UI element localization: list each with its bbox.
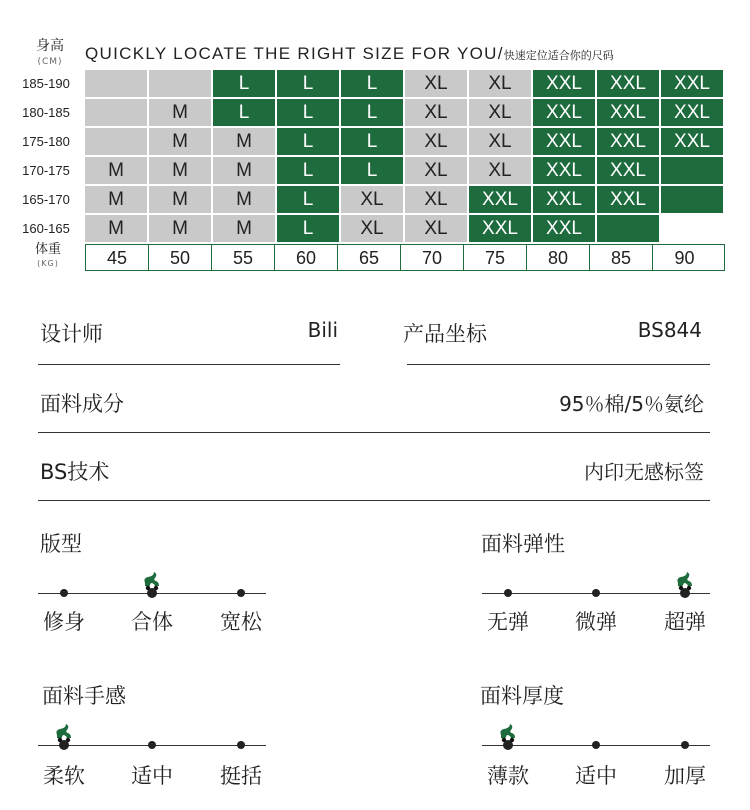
size-cell: XXL <box>661 70 723 97</box>
size-cell <box>597 215 659 242</box>
size-cell: XL <box>469 157 531 184</box>
slider-dot <box>681 741 689 749</box>
divider <box>38 364 340 365</box>
fabric-value: 95％棉/5％氨纶 <box>559 392 704 416</box>
size-cell <box>149 70 211 97</box>
designer-label: 设计师 <box>40 322 103 346</box>
size-cell: M <box>149 157 211 184</box>
divider <box>38 432 710 433</box>
size-cell: M <box>85 186 147 213</box>
size-cell: XL <box>405 215 467 242</box>
height-row-label: 170-175 <box>22 163 70 178</box>
size-cell: L <box>277 186 339 213</box>
slider-option-label: 适中 <box>131 764 173 788</box>
slider-option-label: 薄款 <box>487 764 529 788</box>
size-cell: XXL <box>597 157 659 184</box>
size-cell: XL <box>405 128 467 155</box>
slider-dot <box>504 589 512 597</box>
height-label: 身高 <box>36 38 64 54</box>
weight-cell: 45 <box>86 245 149 271</box>
size-cell: L <box>277 157 339 184</box>
height-row-label: 180-185 <box>22 105 70 120</box>
size-cell: XXL <box>597 128 659 155</box>
size-cell: XXL <box>533 99 595 126</box>
slider-dot <box>147 588 157 598</box>
size-cell: XXL <box>597 70 659 97</box>
tech-label: BS技术 <box>40 460 110 484</box>
size-cell: XXL <box>533 70 595 97</box>
elasticity-title: 面料弹性 <box>481 532 565 556</box>
size-cell: XL <box>469 70 531 97</box>
size-cell: XL <box>469 99 531 126</box>
weight-cell: 50 <box>149 245 212 271</box>
size-cell: L <box>213 99 275 126</box>
height-header <box>30 38 70 70</box>
size-cell: XXL <box>661 128 723 155</box>
size-cell: M <box>85 157 147 184</box>
size-cell: L <box>341 99 403 126</box>
tagline-cn: 快速定位适合你的尺码 <box>503 50 614 62</box>
weight-unit: (KG) <box>37 259 59 268</box>
slider-dot <box>60 589 68 597</box>
size-cell <box>661 186 723 213</box>
slider-dot <box>503 740 513 750</box>
weight-cell: 70 <box>401 245 464 271</box>
size-cell: XXL <box>469 215 531 242</box>
slider-option-label: 超弹 <box>664 610 706 634</box>
height-row-label: 165-170 <box>22 192 70 207</box>
weight-cell: 85 <box>590 245 653 271</box>
hand-feel-title: 面料手感 <box>42 684 126 708</box>
size-cell <box>85 70 147 97</box>
height-row-label: 175-180 <box>22 134 70 149</box>
divider <box>407 364 710 365</box>
weight-cell: 60 <box>275 245 338 271</box>
divider <box>38 500 710 501</box>
size-cell: L <box>341 70 403 97</box>
size-cell: M <box>213 128 275 155</box>
size-cell: XXL <box>597 186 659 213</box>
weight-cell: 55 <box>212 245 275 271</box>
slider-dot <box>592 741 600 749</box>
slider-dot <box>237 741 245 749</box>
size-cell: XL <box>405 157 467 184</box>
weight-header <box>28 243 68 271</box>
size-cell: XL <box>405 186 467 213</box>
size-cell: L <box>277 70 339 97</box>
weight-cell: 65 <box>338 245 401 271</box>
slider-dot <box>148 741 156 749</box>
size-cell: L <box>213 70 275 97</box>
size-cell <box>661 215 723 242</box>
size-cell: L <box>341 157 403 184</box>
size-cell: XL <box>405 99 467 126</box>
size-cell: M <box>149 128 211 155</box>
size-cell: XXL <box>597 99 659 126</box>
size-cell: XXL <box>533 186 595 213</box>
weight-cell: 80 <box>527 245 590 271</box>
slider-option-label: 修身 <box>43 610 85 634</box>
size-cell: M <box>149 215 211 242</box>
size-tagline <box>85 44 614 64</box>
weight-cell: 75 <box>464 245 527 271</box>
size-cell <box>85 99 147 126</box>
slider-option-label: 无弹 <box>487 610 529 634</box>
tech-value: 内印无感标签 <box>584 460 704 484</box>
fabric-label: 面料成分 <box>40 392 124 416</box>
size-cell: XL <box>341 215 403 242</box>
slider-option-label: 宽松 <box>220 610 262 634</box>
weight-label: 体重 <box>34 242 61 257</box>
slider-dot <box>59 740 69 750</box>
slider-option-label: 挺括 <box>220 764 262 788</box>
slider-dot <box>237 589 245 597</box>
size-cell: XXL <box>533 128 595 155</box>
tagline-en: QUICKLY LOCATE THE RIGHT SIZE FOR YOU/ <box>85 44 504 63</box>
height-row-label: 160-165 <box>22 221 70 236</box>
size-cell: XXL <box>533 157 595 184</box>
size-cell: XL <box>405 70 467 97</box>
weight-row <box>85 244 725 271</box>
size-cell: M <box>85 215 147 242</box>
size-cell: XXL <box>469 186 531 213</box>
size-cell <box>85 128 147 155</box>
size-cell: M <box>213 186 275 213</box>
product-code-value: BS844 <box>637 318 702 342</box>
designer-value: Bili <box>307 318 338 342</box>
size-cell: M <box>149 186 211 213</box>
weight-cell: 90 <box>674 247 695 268</box>
slider-option-label: 加厚 <box>664 764 706 788</box>
size-cell: XXL <box>661 99 723 126</box>
slider-dot <box>680 588 690 598</box>
product-code-label: 产品坐标 <box>403 322 487 346</box>
slider-option-label: 柔软 <box>43 764 85 788</box>
slider-option-label: 微弹 <box>575 610 617 634</box>
size-cell: XL <box>469 128 531 155</box>
size-cell: M <box>213 215 275 242</box>
size-cell: XXL <box>533 215 595 242</box>
size-cell <box>661 157 723 184</box>
size-cell: L <box>277 215 339 242</box>
size-cell: L <box>341 128 403 155</box>
height-row-label: 185-190 <box>22 76 70 91</box>
size-cell: L <box>277 99 339 126</box>
thickness-title: 面料厚度 <box>480 684 564 708</box>
size-cell: M <box>213 157 275 184</box>
height-unit: (CM) <box>37 57 63 67</box>
slider-option-label: 合体 <box>131 610 173 634</box>
size-cell: M <box>149 99 211 126</box>
size-cell: XL <box>341 186 403 213</box>
slider-option-label: 适中 <box>575 764 617 788</box>
fit-title: 版型 <box>40 532 82 556</box>
slider-dot <box>592 589 600 597</box>
size-cell: L <box>277 128 339 155</box>
